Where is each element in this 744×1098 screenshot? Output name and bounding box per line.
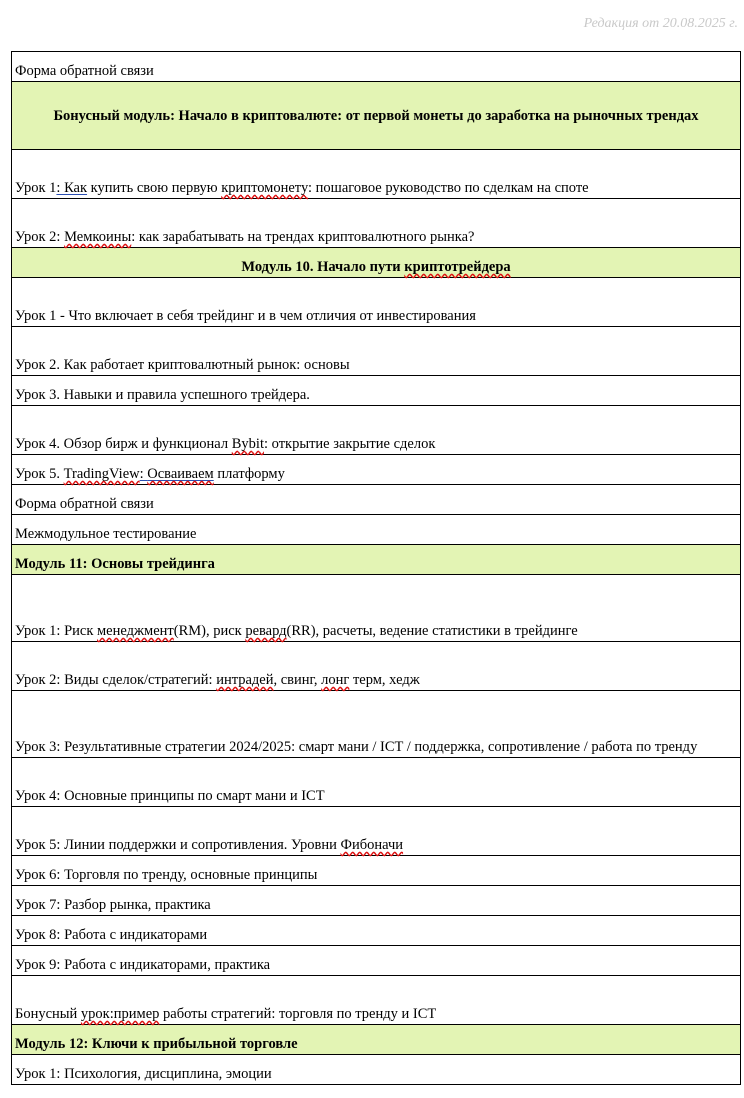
module-title: Модуль 11: Основы трейдинга bbox=[12, 545, 741, 575]
table-row bbox=[12, 856, 741, 886]
table-row bbox=[12, 642, 741, 691]
lesson-cell: Урок 1: Как купить свою первую криптомонету: пошаговое руководство по сделкам на споте bbox=[12, 150, 741, 199]
table-row bbox=[12, 150, 741, 199]
course-program-table bbox=[11, 51, 741, 1085]
module-header-row bbox=[12, 82, 741, 150]
lesson-cell: Урок 2. Как работает криптовалютный рынок: основы bbox=[12, 327, 741, 376]
module-header-row bbox=[12, 1025, 741, 1055]
table-row bbox=[12, 515, 741, 545]
table-row bbox=[12, 485, 741, 515]
table-row bbox=[12, 691, 741, 758]
lesson-cell: Бонусный урок:пример работы стратегий: торговля по тренду и ICT bbox=[12, 976, 741, 1025]
lesson-cell: Урок 1: Риск менеджмент(RM), риск ревард(RR), расчеты, ведение статистики в трейдинге bbox=[12, 575, 741, 642]
lesson-cell: Межмодульное тестирование bbox=[12, 515, 741, 545]
module-title: Модуль 12: Ключи к прибыльной торговле bbox=[12, 1025, 741, 1055]
table-row bbox=[12, 575, 741, 642]
table-row bbox=[12, 807, 741, 856]
module-header-row bbox=[12, 545, 741, 575]
lesson-cell: Урок 9: Работа с индикаторами, практика bbox=[12, 946, 741, 976]
lesson-cell: Форма обратной связи bbox=[12, 485, 741, 515]
table-row bbox=[12, 52, 741, 82]
table-row bbox=[12, 886, 741, 916]
table-row bbox=[12, 278, 741, 327]
lesson-cell: Форма обратной связи bbox=[12, 52, 741, 82]
table-row bbox=[12, 1055, 741, 1085]
module-title: Модуль 10. Начало пути криптотрейдера bbox=[12, 248, 741, 278]
lesson-cell: Урок 1 - Что включает в себя трейдинг и в чем отличия от инвестирования bbox=[12, 278, 741, 327]
table-row bbox=[12, 758, 741, 807]
table-row bbox=[12, 199, 741, 248]
lesson-cell: Урок 3. Навыки и правила успешного трейдера. bbox=[12, 376, 741, 406]
module-header-row bbox=[12, 248, 741, 278]
lesson-cell: Урок 3: Результативные стратегии 2024/2025: смарт мани / ICT / поддержка, сопротивление / работа по тренду bbox=[12, 691, 741, 758]
lesson-cell: Урок 7: Разбор рынка, практика bbox=[12, 886, 741, 916]
module-title: Бонусный модуль: Начало в криптовалюте: от первой монеты до заработка на рыночных трендах bbox=[12, 82, 741, 150]
lesson-cell: Урок 2: Мемкоины: как зарабатывать на трендах криптовалютного рынка? bbox=[12, 199, 741, 248]
table-row bbox=[12, 976, 741, 1025]
table-row bbox=[12, 946, 741, 976]
lesson-cell: Урок 4. Обзор бирж и функционал Bybit: открытие закрытие сделок bbox=[12, 406, 741, 455]
lesson-cell: Урок 2: Виды сделок/стратегий: интрадей, свинг, лонг терм, хедж bbox=[12, 642, 741, 691]
lesson-cell: Урок 1: Психология, дисциплина, эмоции bbox=[12, 1055, 741, 1085]
edition-note: Редакция от 20.08.2025 г. bbox=[583, 16, 738, 31]
lesson-cell: Урок 4: Основные принципы по смарт мани и ICT bbox=[12, 758, 741, 807]
table-row bbox=[12, 376, 741, 406]
table-row bbox=[12, 406, 741, 455]
lesson-cell: Урок 5. TradingView: Осваиваем платформу bbox=[12, 455, 741, 485]
table-row bbox=[12, 327, 741, 376]
lesson-cell: Урок 6: Торговля по тренду, основные принципы bbox=[12, 856, 741, 886]
table-row bbox=[12, 455, 741, 485]
lesson-cell: Урок 5: Линии поддержки и сопротивления. Уровни Фибоначи bbox=[12, 807, 741, 856]
lesson-cell: Урок 8: Работа с индикаторами bbox=[12, 916, 741, 946]
table-row bbox=[12, 916, 741, 946]
